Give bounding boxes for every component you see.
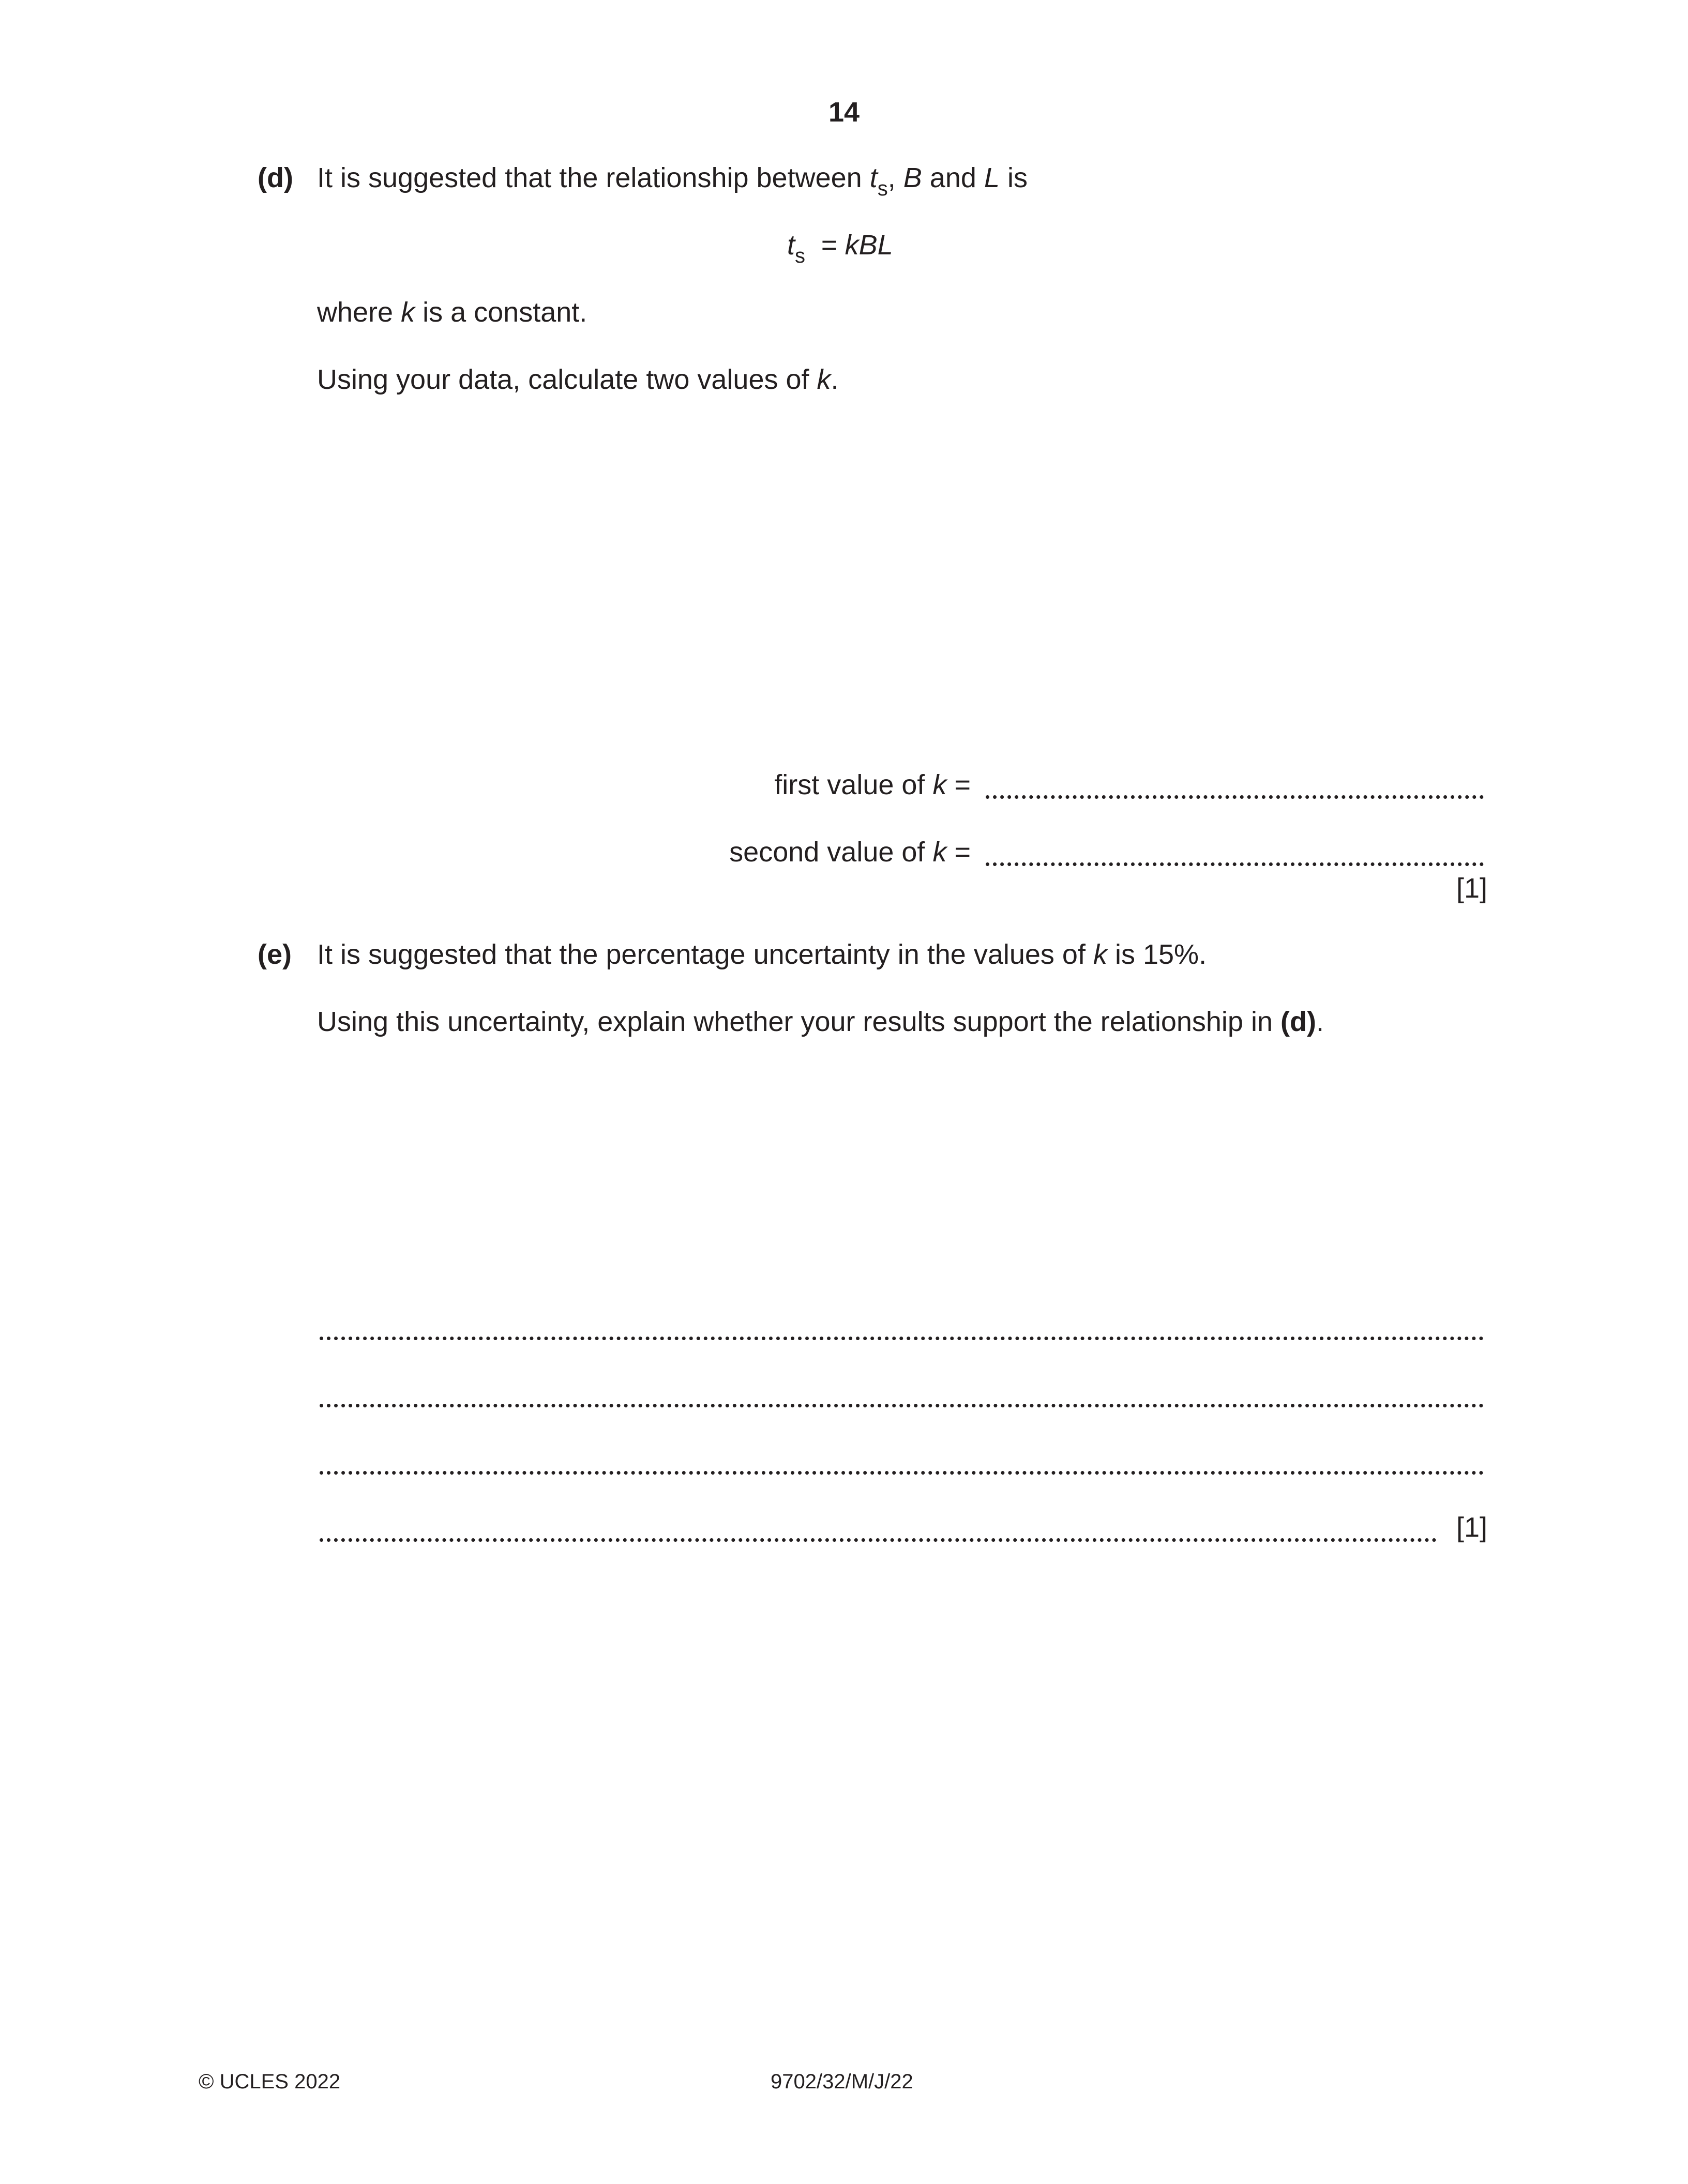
footer-paper-code: 9702/32/M/J/22	[771, 2070, 913, 2093]
part-e-line1-suffix: is 15%.	[1114, 939, 1207, 970]
instruction-var: k	[817, 364, 831, 395]
var-t-subscript: s	[877, 177, 888, 200]
first-value-answer-line[interactable]	[986, 795, 1484, 799]
var-l: L	[984, 162, 1000, 193]
second-value-answer-line[interactable]	[986, 862, 1484, 866]
instruction-suffix: .	[831, 364, 839, 395]
second-value-equals: =	[954, 837, 971, 868]
part-e-line1	[317, 938, 1207, 971]
part-e-label: (e)	[258, 939, 292, 970]
where-var: k	[401, 297, 415, 328]
part-e-answer-line-1[interactable]	[320, 1337, 1484, 1340]
var-t: t	[869, 162, 878, 193]
part-d-label: (d)	[258, 162, 293, 193]
comma: ,	[887, 162, 896, 193]
where-statement	[317, 296, 587, 329]
part-e-line1-var: k	[1093, 939, 1107, 970]
part-d-instruction	[317, 363, 839, 396]
footer-copyright: © UCLES 2022	[199, 2070, 341, 2093]
is-word: is	[1007, 162, 1028, 193]
part-e-line2-suffix: .	[1316, 1006, 1324, 1037]
part-e-line2-prefix: Using this uncertainty, explain whether your results support the relationship in	[317, 1006, 1273, 1037]
part-d-marks: [1]	[1456, 873, 1487, 904]
part-e-line2-ref: (d)	[1280, 1006, 1316, 1037]
where-suffix: is a constant.	[423, 297, 587, 328]
var-b: B	[903, 162, 922, 193]
first-value-label	[774, 768, 971, 801]
first-value-text: first value of	[774, 769, 925, 800]
equation	[787, 229, 893, 267]
part-e-line2	[317, 1005, 1324, 1038]
part-d-intro-text: It is suggested that the relationship between	[317, 162, 862, 193]
equation-rhs: = kBL	[821, 230, 893, 261]
second-value-label	[729, 836, 971, 869]
part-e-answer-line-4[interactable]	[320, 1538, 1437, 1542]
page-number: 14	[828, 97, 860, 128]
part-d-intro	[317, 161, 1028, 200]
part-e-answer-line-3[interactable]	[320, 1471, 1484, 1475]
where-prefix: where	[317, 297, 394, 328]
first-value-var: k	[932, 769, 947, 800]
part-e-marks: [1]	[1456, 1512, 1487, 1543]
part-e-line1-prefix: It is suggested that the percentage uncertainty in the values of	[317, 939, 1086, 970]
second-value-var: k	[932, 837, 947, 868]
first-value-equals: =	[954, 769, 971, 800]
instruction-prefix: Using your data, calculate two values of	[317, 364, 809, 395]
equation-lhs-subscript: s	[795, 245, 806, 267]
equation-lhs-var: t	[787, 230, 795, 261]
second-value-text: second value of	[729, 837, 925, 868]
part-e-answer-line-2[interactable]	[320, 1404, 1484, 1407]
and-word: and	[929, 162, 976, 193]
